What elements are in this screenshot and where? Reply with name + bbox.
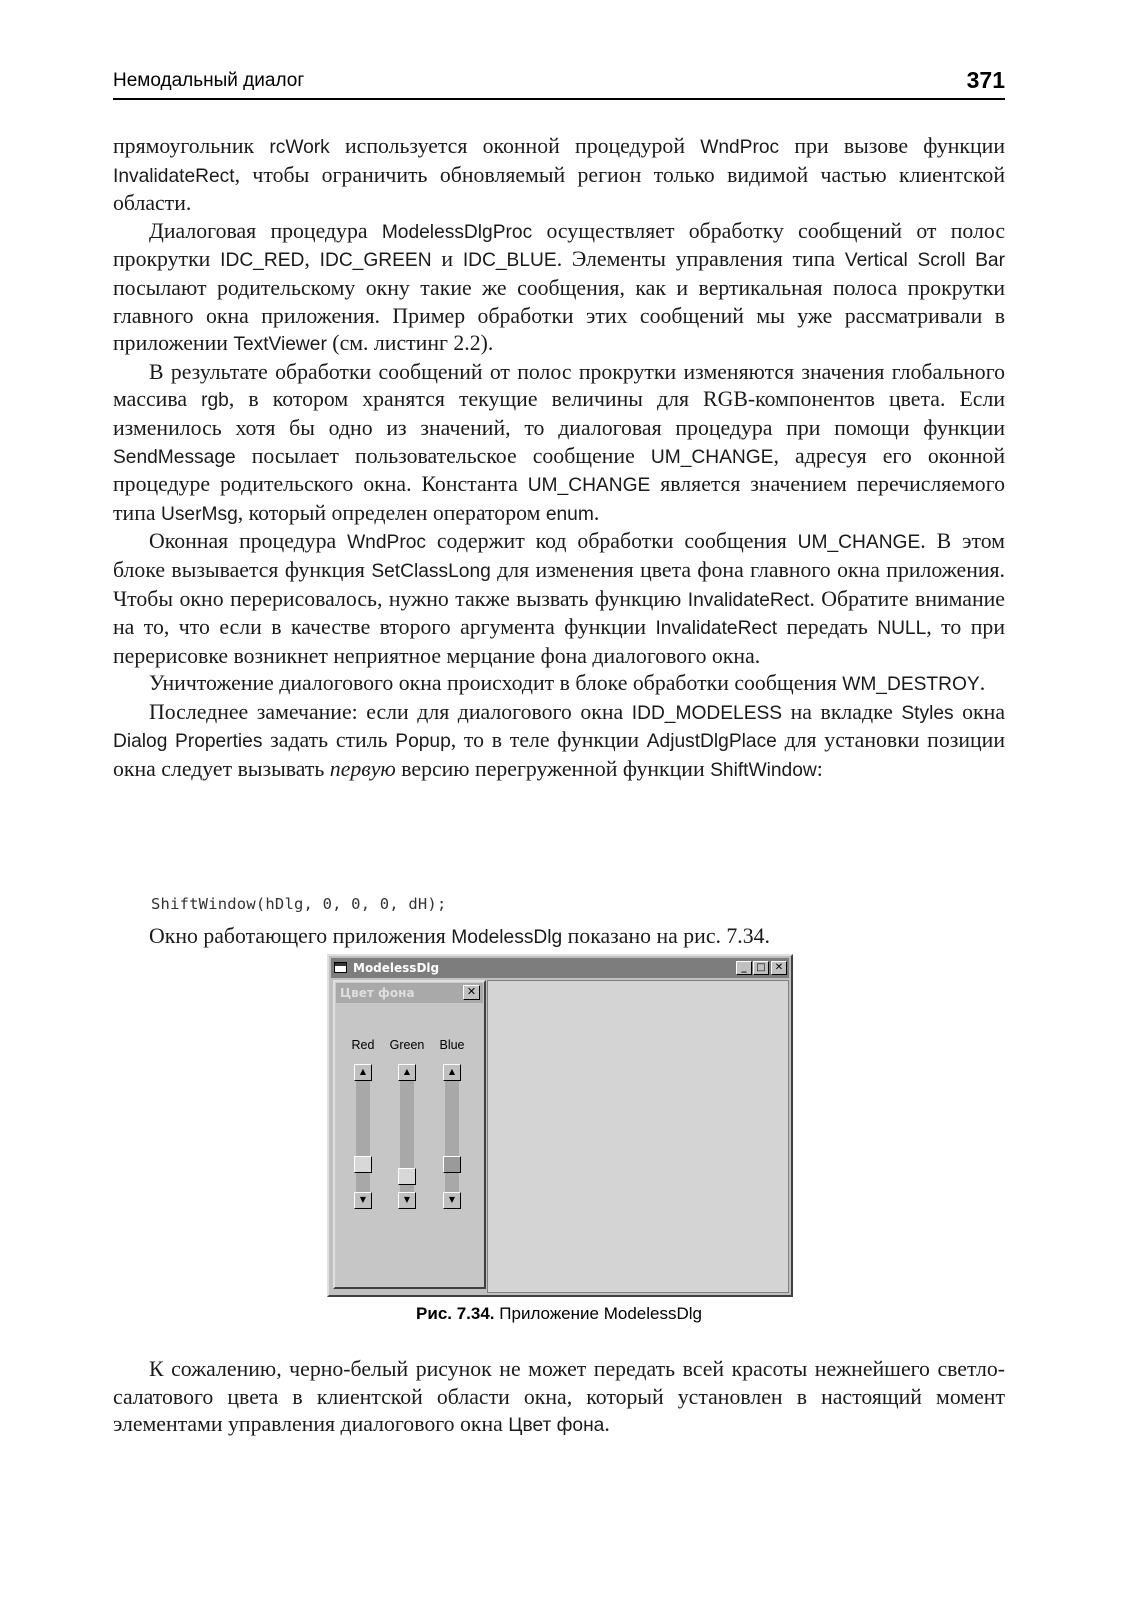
code-term: IDC_BLUE xyxy=(462,250,557,272)
running-head xyxy=(113,62,1005,100)
code-term: NULL xyxy=(877,618,927,640)
paragraph-1: прямоугольник rcWork используется оконной процедурой WndProc при вызове функции InvalidateRect, чтобы ограничить обновляемый регион только видимой частью клиентской области. xyxy=(113,134,1005,216)
paragraph-8: К сожалению, черно-белый рисунок не может передать всей красоты нежнейшего светло-салатового цвета в клиентской области окна, который установлен в настоящий момент элементами управления диалогового окна Цвет фона. xyxy=(113,1357,1005,1437)
code-term: InvalidateRect xyxy=(687,589,810,611)
maximize-button[interactable]: □ xyxy=(753,961,769,975)
code-term: Vertical Scroll Bar xyxy=(844,250,1005,272)
dialog-close-button[interactable]: ✕ xyxy=(463,985,480,1000)
code-term: enum xyxy=(545,503,594,525)
scroll-thumb[interactable] xyxy=(443,1156,461,1173)
code-term: Цвет фона xyxy=(508,1415,605,1437)
window-title-bar[interactable] xyxy=(331,958,789,978)
paragraph-3: В результате обработки сообщений от полос прокрутки изменяются значения глобального массива rgb, в котором хранятся текущие величины для RGB-компонентов цвета. Если изменилось хотя бы одно из значений, то диалоговая процедура при помощи функции SendMessage посылает пользовательское сообщение UM_CHANGE, адресуя его оконной процедуре родительского окна. Константа UM_CHANGE является значением перечисляемого типа UserMsg, который определен оператором enum. xyxy=(113,359,1006,525)
code-term: IDC_RED xyxy=(220,250,305,272)
code-term: WM_DESTROY xyxy=(842,674,980,696)
code-term: Popup xyxy=(395,731,451,753)
code-term: rgb xyxy=(201,390,229,412)
scroll-thumb[interactable] xyxy=(354,1156,372,1173)
blue-label: Blue xyxy=(439,1038,465,1052)
window-system-icon[interactable] xyxy=(334,962,347,973)
scroll-down-arrow-icon[interactable]: ▼ xyxy=(354,1192,372,1209)
code-term: SetClassLong xyxy=(371,560,491,582)
code-term: UM_CHANGE xyxy=(527,475,651,497)
code-term: SendMessage xyxy=(113,446,236,468)
dialog-title-bar[interactable] xyxy=(336,983,483,1003)
scroll-up-arrow-icon[interactable]: ▲ xyxy=(398,1064,416,1081)
modelessdlg-window xyxy=(327,954,793,1297)
scroll-up-arrow-icon[interactable]: ▲ xyxy=(354,1064,372,1081)
code-term: Styles xyxy=(901,702,954,724)
scroll-track[interactable] xyxy=(356,1064,370,1209)
figure-caption: Рис. 7.34. Приложение ModelessDlg xyxy=(416,1304,702,1323)
scroll-up-arrow-icon[interactable]: ▲ xyxy=(443,1064,461,1081)
chapter-section-title: Немодальный диалог xyxy=(113,70,305,91)
code-term: ModelessDlgProc xyxy=(381,221,533,243)
code-term: InvalidateRect xyxy=(655,618,778,640)
code-term: rcWork xyxy=(269,137,330,158)
code-term: Dialog Properties xyxy=(113,731,263,753)
code-term: AdjustDlgPlace xyxy=(646,731,777,753)
code-term: WndProc xyxy=(700,137,780,158)
red-label: Red xyxy=(351,1038,375,1052)
blue-scrollbar[interactable] xyxy=(443,1064,461,1209)
code-term: UM_CHANGE xyxy=(650,446,774,468)
scroll-thumb[interactable] xyxy=(398,1168,416,1185)
emphasis: первую xyxy=(329,757,396,782)
code-term: ShiftWindow xyxy=(710,760,817,782)
code-term: UserMsg xyxy=(160,503,238,525)
code-term: UM_CHANGE xyxy=(797,532,921,554)
paragraph-6: Последнее замечание: если для диалогового окна IDD_MODELESS на вкладке Styles окна Dialog Properties задать стиль Popup, то в теле функции AdjustDlgPlace для установки позиции окна следует вызывать первую версию перегруженной функции ShiftWindow: xyxy=(113,699,1006,782)
green-scrollbar[interactable] xyxy=(398,1064,416,1209)
red-scrollbar[interactable] xyxy=(354,1064,372,1209)
scroll-down-arrow-icon[interactable]: ▼ xyxy=(443,1192,461,1209)
window-title: ModelessDlg xyxy=(353,961,440,975)
paragraph-4: Оконная процедура WndProc содержит код обработки сообщения UM_CHANGE. В этом блоке вызывается функция SetClassLong для изменения цвета фона главного окна приложения. Чтобы окно перерисовалось, нужно также вызвать функцию InvalidateRect. Обратите внимание на то, что если в качестве второго аргумента функции InvalidateRect передать NULL, то при перерисовке возникнет неприятное мерцание фона диалогового окна. xyxy=(113,529,1005,668)
paragraph-7: Окно работающего приложения ModelessDlg показано на рис. 7.34. xyxy=(149,924,770,948)
close-button[interactable]: ✕ xyxy=(771,961,787,975)
paragraph-5: Уничтожение диалогового окна происходит в блоке обработки сообщения WM_DESTROY. xyxy=(149,671,986,696)
scroll-down-arrow-icon[interactable]: ▼ xyxy=(398,1192,416,1209)
code-term: IDD_MODELESS xyxy=(631,702,783,724)
code-term: IDC_GREEN xyxy=(319,250,432,272)
page-number: 371 xyxy=(966,67,1005,93)
paragraph-2: Диалоговая процедура ModelessDlgProc осуществляет обработку сообщений от полос прокрутки IDC_RED, IDC_GREEN и IDC_BLUE. Элементы управления типа Vertical Scroll Bar посылают родительскому окну такие же сообщения, как и вертикальная полоса прокрутки главного окна приложения. Пример обработки этих сообщений мы уже рассматривали в приложении TextViewer (см. листинг 2.2). xyxy=(113,218,1005,356)
code-term: WndProc xyxy=(347,532,426,554)
body-text xyxy=(113,133,1005,785)
color-dialog xyxy=(333,980,486,1289)
scroll-track[interactable] xyxy=(400,1064,414,1209)
client-area xyxy=(487,980,789,1293)
code-term: ModelessDlg xyxy=(451,927,563,948)
minimize-button[interactable]: _ xyxy=(736,961,752,975)
scroll-track[interactable] xyxy=(445,1064,459,1209)
code-term: TextViewer xyxy=(233,334,327,356)
dialog-title: Цвет фона xyxy=(340,986,415,1000)
code-listing: ShiftWindow(hDlg, 0, 0, 0, dH); xyxy=(151,895,447,913)
green-label: Green xyxy=(389,1038,425,1052)
code-term: InvalidateRect xyxy=(113,165,235,187)
